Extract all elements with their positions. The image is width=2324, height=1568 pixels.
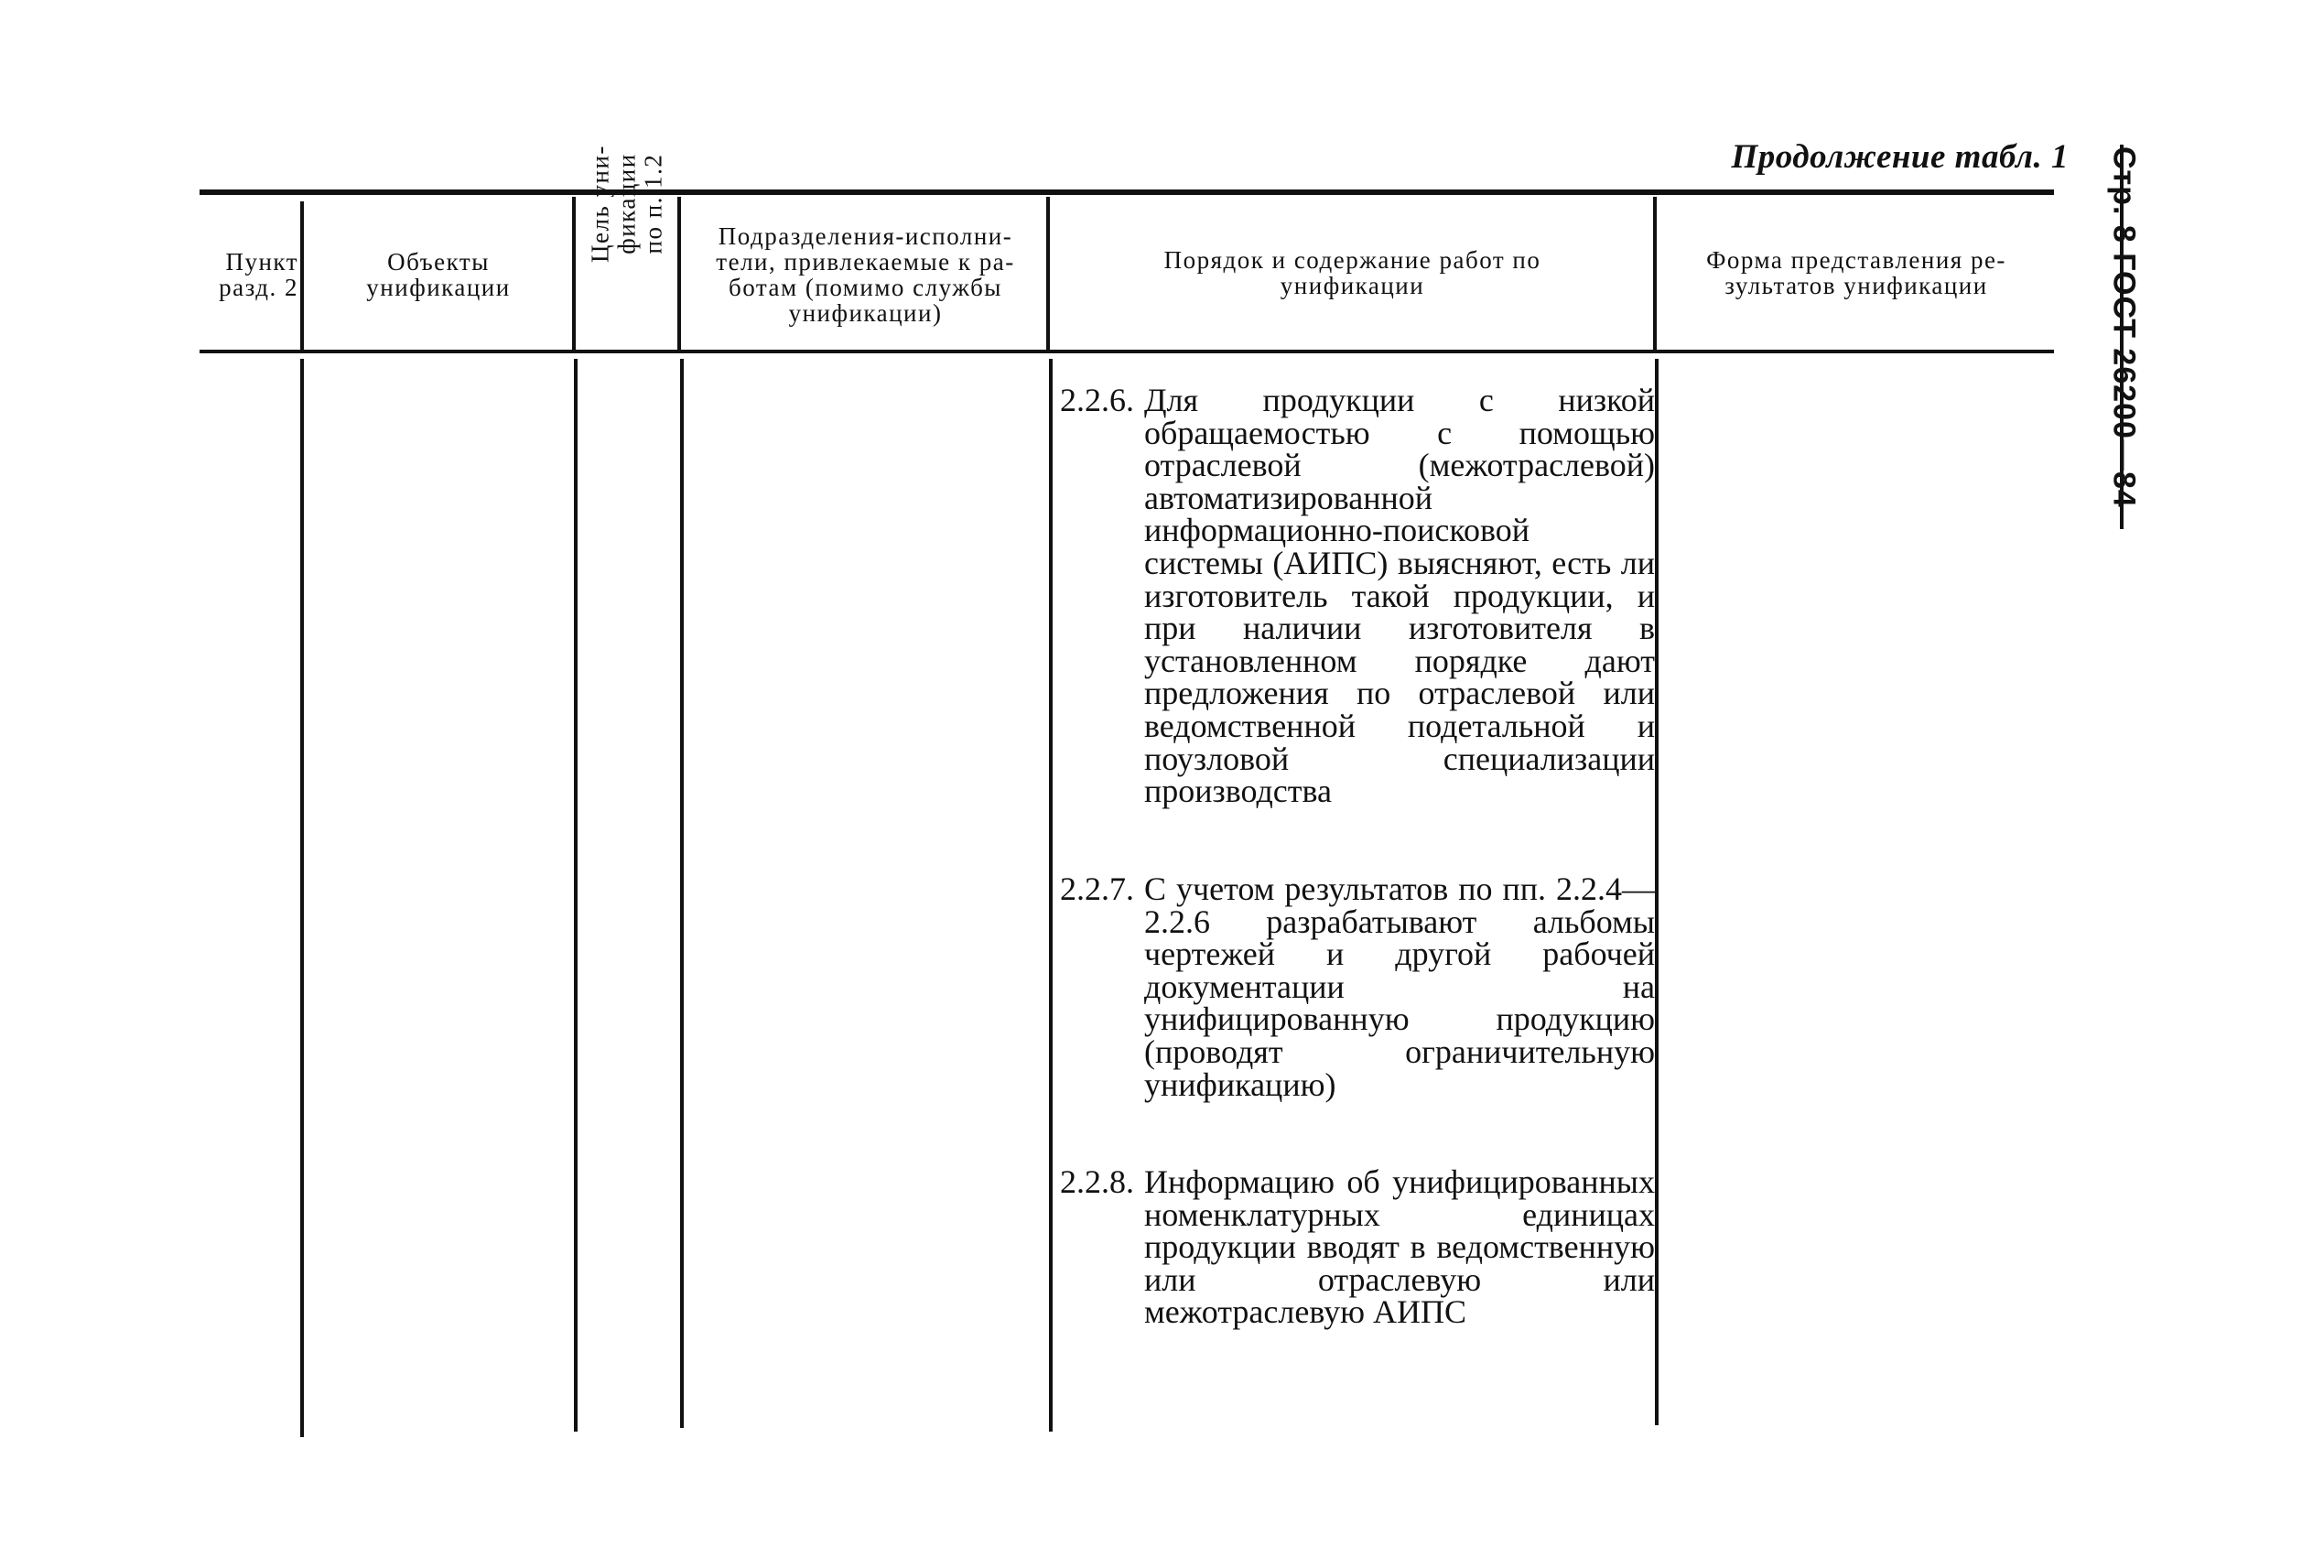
column-divider bbox=[1655, 359, 1659, 1425]
column-divider bbox=[572, 197, 576, 351]
header-line: Форма представления ре- bbox=[1706, 246, 2006, 274]
item-text: Информацию об унифицированных номенклатурных единицах продукции вводят в ведомственную или отраслевую или межотраслевую АИПС bbox=[1144, 1163, 1655, 1331]
column-divider bbox=[574, 359, 578, 1432]
item-number: 2.2.6. bbox=[1060, 382, 1134, 418]
column-header-form bbox=[1659, 247, 2054, 298]
header-line: Пункт bbox=[225, 248, 298, 276]
rotated-header bbox=[588, 145, 667, 263]
table-top-rule bbox=[200, 189, 2054, 195]
page-number-standard-label: Стр. 8 ГОСТ 26200—84 bbox=[2106, 146, 2142, 508]
header-line: унификации) bbox=[788, 299, 943, 327]
page-side-label bbox=[2103, 146, 2144, 549]
header-line: зультатов унификации bbox=[1724, 272, 1988, 299]
header-line: фикации bbox=[612, 153, 641, 254]
column-divider bbox=[1653, 197, 1657, 351]
column-header-goal bbox=[578, 145, 676, 348]
header-line: ботам (помимо службы bbox=[729, 274, 1002, 301]
column-header-divisions bbox=[685, 223, 1046, 326]
header-line: по п. 1.2 bbox=[639, 153, 667, 254]
item-text: С учетом результатов по пп. 2.2.4—2.2.6 разрабатывают альбомы чертежей и другой рабочей документации на унифицированную продукцию (проводят ограничительную унификацию) bbox=[1144, 871, 1655, 1103]
header-line: Подразделения-исполни- bbox=[718, 222, 1013, 250]
column-divider bbox=[680, 359, 684, 1428]
work-item bbox=[1060, 873, 1655, 1101]
header-line: разд. 2 bbox=[219, 274, 298, 301]
header-line: унификации bbox=[1280, 272, 1425, 299]
column-header-order bbox=[1053, 247, 1652, 298]
header-line: Цель уни- bbox=[586, 145, 614, 263]
item-number: 2.2.8. bbox=[1060, 1163, 1134, 1200]
work-item bbox=[1060, 1163, 1655, 1331]
column-divider bbox=[300, 201, 304, 351]
item-text: Для продукции с низкой обращаемостью с помощью отраслевой (межотраслевой) автоматизированной информационно-поисковой системы (АИПС) выясняют, есть ли изготовитель такой продукции, и при наличии изготовителя в установленном порядке дают предложения по отраслевой или ведомственной подетальной и поузловой специализации производства bbox=[1144, 382, 1655, 810]
header-line: Порядок и содержание работ по bbox=[1163, 246, 1541, 274]
column-divider bbox=[1046, 197, 1050, 351]
column-divider bbox=[300, 359, 304, 1437]
column-header-punkt bbox=[200, 249, 298, 300]
work-item bbox=[1060, 384, 1655, 808]
table-continuation-caption: Продолжение табл. 1 bbox=[1731, 138, 2069, 176]
header-line: унификации bbox=[366, 274, 511, 301]
table-header-rule bbox=[200, 350, 2054, 353]
item-number: 2.2.7. bbox=[1060, 871, 1134, 907]
column-divider bbox=[1049, 359, 1053, 1432]
header-line: тели, привлекаемые к ра- bbox=[716, 248, 1015, 276]
column-header-objects bbox=[306, 249, 571, 300]
column-divider bbox=[677, 197, 681, 351]
header-line: Объекты bbox=[387, 248, 490, 276]
